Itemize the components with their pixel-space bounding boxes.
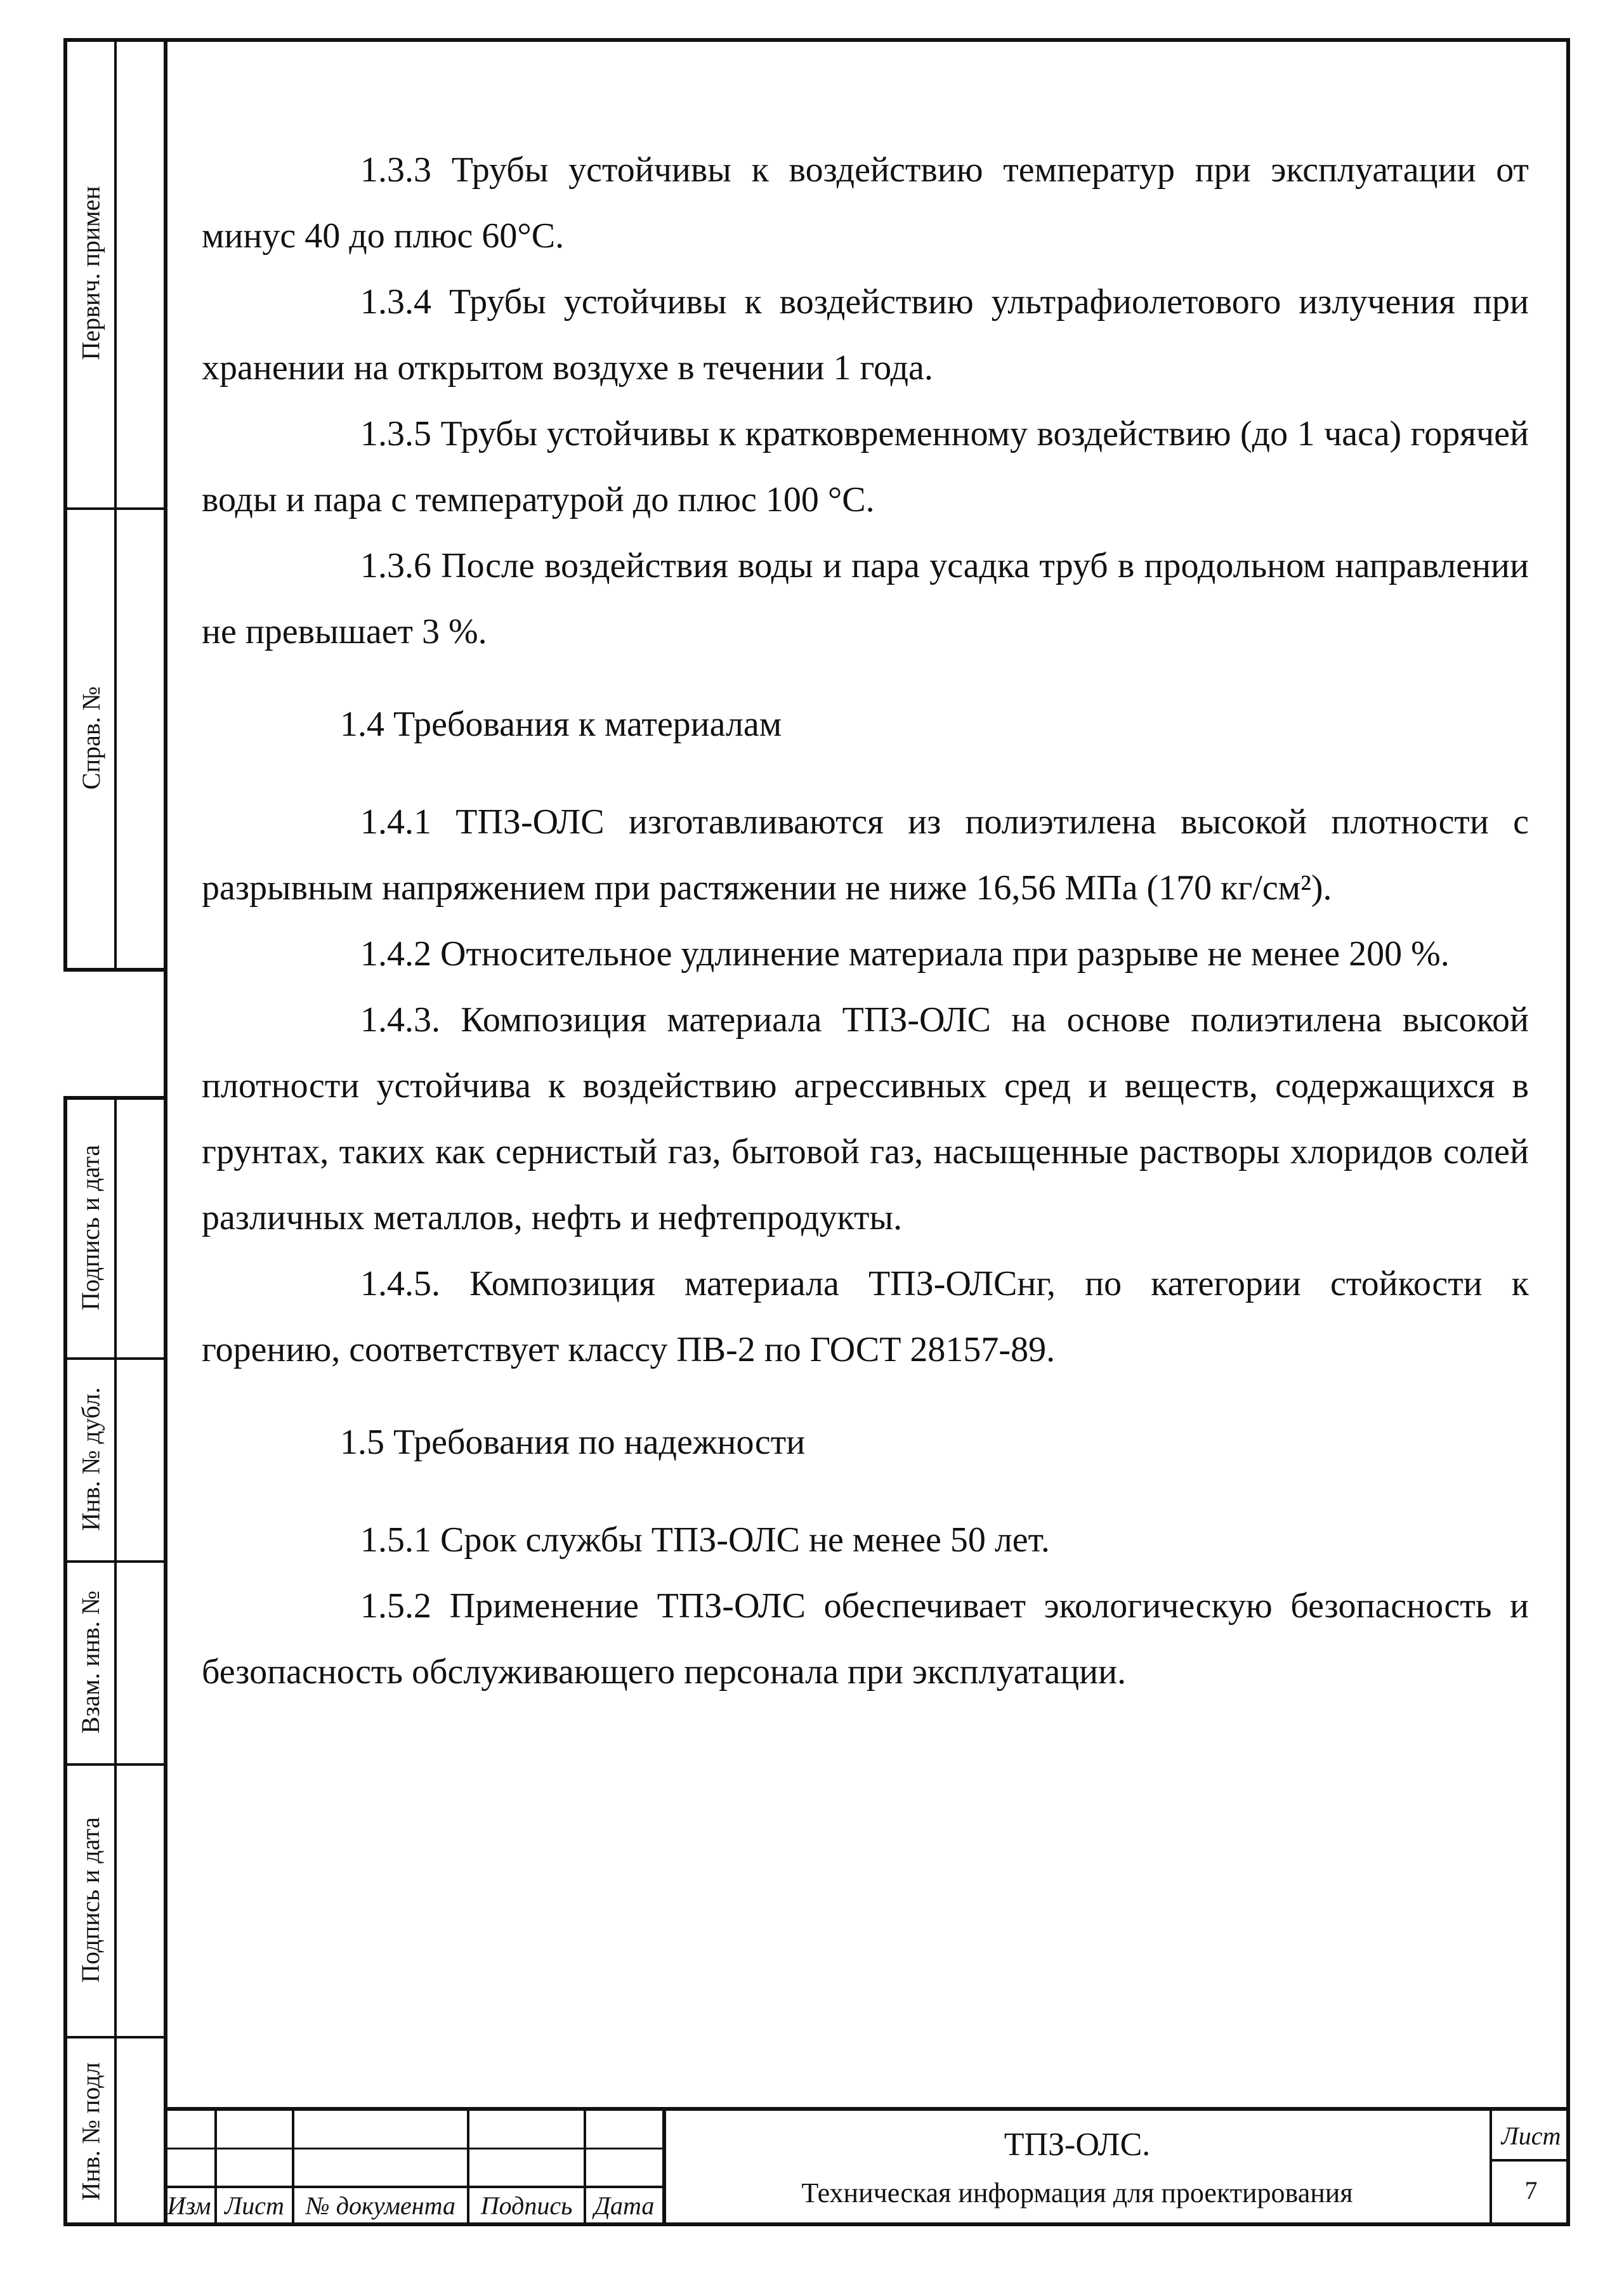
paragraph-1-4-5: 1.4.5. Композиция материала ТПЗ-ОЛСнг, по категории стойкости к горению, соответствует классу ПВ-2 по ГОСТ 28157-89. <box>202 1264 1529 1369</box>
section-heading-1-4: 1.4 Требования к материалам <box>340 705 782 744</box>
paragraph-1-5-1: 1.5.1 Срок службы ТПЗ-ОЛС не менее 50 лет. <box>360 1520 1050 1560</box>
document-title: ТПЗ-ОЛС. <box>1004 2127 1151 2163</box>
tb-row-line-2 <box>164 2186 662 2188</box>
sidebar-label-reference: Справ. № <box>76 686 105 790</box>
section-heading-1-5: 1.5 Требования по надежности <box>340 1423 806 1462</box>
tb-header-signature: Подпись <box>480 2191 573 2220</box>
sidebar-label-first-use: Первич. примен <box>76 185 105 360</box>
tb-sheet-label: Лист <box>1501 2122 1561 2150</box>
sidebar-label-sign-date-2: Подпись и дата <box>76 1817 105 1983</box>
tb-sheet-divider <box>1490 2159 1570 2162</box>
tb-header-doc-num: № документа <box>306 2191 455 2220</box>
paragraph-1-3-5: 1.3.5 Трубы устойчивы к кратковременному воздействию (до 1 часа) горячей воды и пара с температурой до плюс 100 °С. <box>202 414 1529 519</box>
tb-top-line <box>164 2107 1570 2111</box>
tb-header-list: Лист <box>225 2191 284 2220</box>
document-body <box>202 137 1529 1705</box>
title-block <box>164 2107 1570 2226</box>
sidebar-label-sign-date-1: Подпись и дата <box>76 1144 105 1310</box>
paragraph-1-3-3: 1.3.3 Трубы устойчивы к воздействию температур при эксплуатации от минус 40 до плюс 60°С. <box>202 150 1529 256</box>
document-subtitle: Техническая информация для проектирования <box>801 2177 1353 2208</box>
paragraph-1-5-2: 1.5.2 Применение ТПЗ-ОЛС обеспечивает экологическую безопасность и безопасность обслуживающего персонала при эксплуатации. <box>202 1586 1529 1692</box>
paragraph-1-4-3: 1.4.3. Композиция материала ТПЗ-ОЛС на основе полиэтилена высокой плотности устойчива к воздействию агрессивных сред и веществ, содержащихся в грунтах, таких как сернистый газ, бытовой газ, насыщенные растворы хлоридов солей различных металлов, нефть и нефтепродукты. <box>202 1000 1529 1237</box>
sidebar-label-replace-inv: Взам. инв. № <box>76 1590 105 1733</box>
paragraph-1-3-4: 1.3.4 Трубы устойчивы к воздействию ультрафиолетового излучения при хранении на открытом воздухе в течении 1 года. <box>202 282 1529 388</box>
tb-row-line-1 <box>164 2148 662 2149</box>
sidebar-label-orig-inv: Инв. № подл <box>76 2062 105 2200</box>
tb-header-date: Дата <box>594 2191 655 2220</box>
paragraph-1-4-1: 1.4.1 ТПЗ-ОЛС изготавливаются из полиэтилена высокой плотности с разрывным напряжением при растяжении не ниже 16,56 МПа (170 кг/см²). <box>202 802 1529 908</box>
paragraph-1-4-2: 1.4.2 Относительное удлинение материала при разрыве не менее 200 %. <box>360 934 1450 974</box>
paragraph-1-3-6: 1.3.6 После воздействия воды и пара усадка труб в продольном направлении не превышает 3 %. <box>202 546 1529 651</box>
sidebar-label-dup-inv: Инв. № дубл. <box>76 1386 105 1531</box>
sidebar-h-2 <box>63 968 164 972</box>
tb-sheet-number: 7 <box>1524 2176 1538 2205</box>
tb-header-izm: Изм <box>167 2191 211 2220</box>
